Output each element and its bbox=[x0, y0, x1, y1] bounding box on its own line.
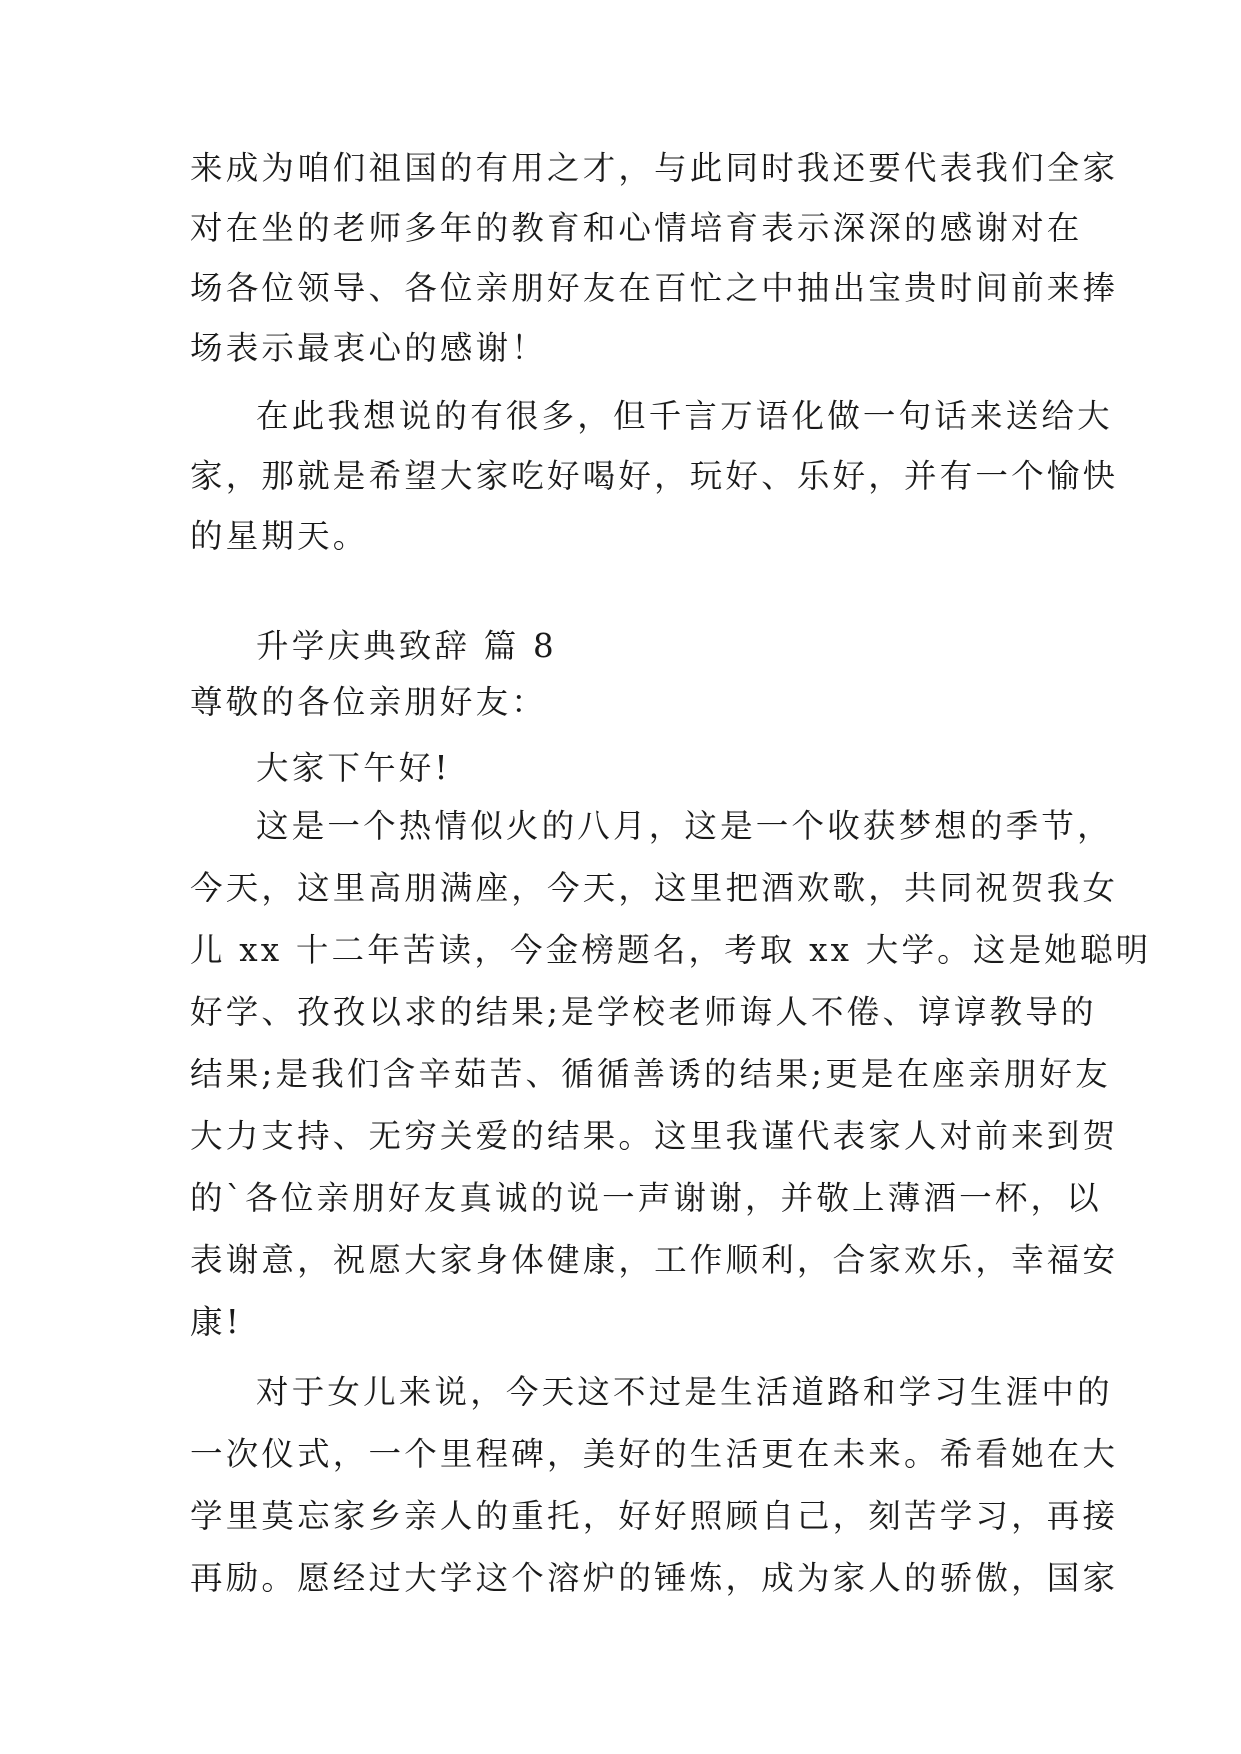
paragraph-line: 表谢意，祝愿大家身体健康，工作顺利，合家欢乐，幸福安 bbox=[190, 1241, 1119, 1279]
paragraph-line: 一次仪式，一个里程碑，美好的生活更在未来。希看她在大 bbox=[190, 1435, 1119, 1473]
salutation: 尊敬的各位亲朋好友： bbox=[190, 683, 548, 721]
paragraph-line: 家，那就是希望大家吃好喝好，玩好、乐好，并有一个愉快 bbox=[190, 457, 1119, 495]
greeting: 大家下午好! bbox=[256, 749, 451, 787]
paragraph-line: 再励。愿经过大学这个溶炉的锤炼，成为家人的骄傲，国家 bbox=[190, 1559, 1119, 1597]
paragraph-line: 这是一个热情似火的八月，这是一个收获梦想的季节， bbox=[256, 807, 1113, 845]
paragraph-line: 的`各位亲朋好友真诚的说一声谢谢，并敬上薄酒一杯，以 bbox=[190, 1179, 1102, 1217]
paragraph-line: 今天，这里高朋满座，今天，这里把酒欢歌，共同祝贺我女 bbox=[190, 869, 1119, 907]
paragraph-line: 康! bbox=[190, 1303, 242, 1341]
paragraph-line: 在此我想说的有很多，但千言万语化做一句话来送给大 bbox=[256, 397, 1113, 435]
paragraph-line: 好学、孜孜以求的结果;是学校老师诲人不倦、谆谆教导的 bbox=[190, 993, 1097, 1031]
paragraph-line: 儿 xx 十二年苦读，今金榜题名，考取 xx 大学。这是她聪明 bbox=[190, 931, 1152, 969]
paragraph-line: 对于女儿来说，今天这不过是生活道路和学习生涯中的 bbox=[256, 1373, 1113, 1411]
paragraph-line: 结果;是我们含辛茹苦、循循善诱的结果;更是在座亲朋好友 bbox=[190, 1055, 1111, 1093]
paragraph-line: 场各位领导、各位亲朋好友在百忙之中抽出宝贵时间前来捧 bbox=[190, 269, 1119, 307]
section-heading: 升学庆典致辞 篇 8 bbox=[256, 627, 557, 665]
paragraph-line: 对在坐的老师多年的教育和心情培育表示深深的感谢对在 bbox=[190, 209, 1083, 247]
paragraph-line: 场表示最衷心的感谢！ bbox=[190, 329, 548, 367]
paragraph-line: 大力支持、无穷关爱的结果。这里我谨代表家人对前来到贺 bbox=[190, 1117, 1119, 1155]
paragraph-line: 来成为咱们祖国的有用之才，与此同时我还要代表我们全家 bbox=[190, 149, 1119, 187]
paragraph-line: 的星期天。 bbox=[190, 517, 369, 555]
paragraph-line: 学里莫忘家乡亲人的重托，好好照顾自己，刻苦学习，再接 bbox=[190, 1497, 1119, 1535]
